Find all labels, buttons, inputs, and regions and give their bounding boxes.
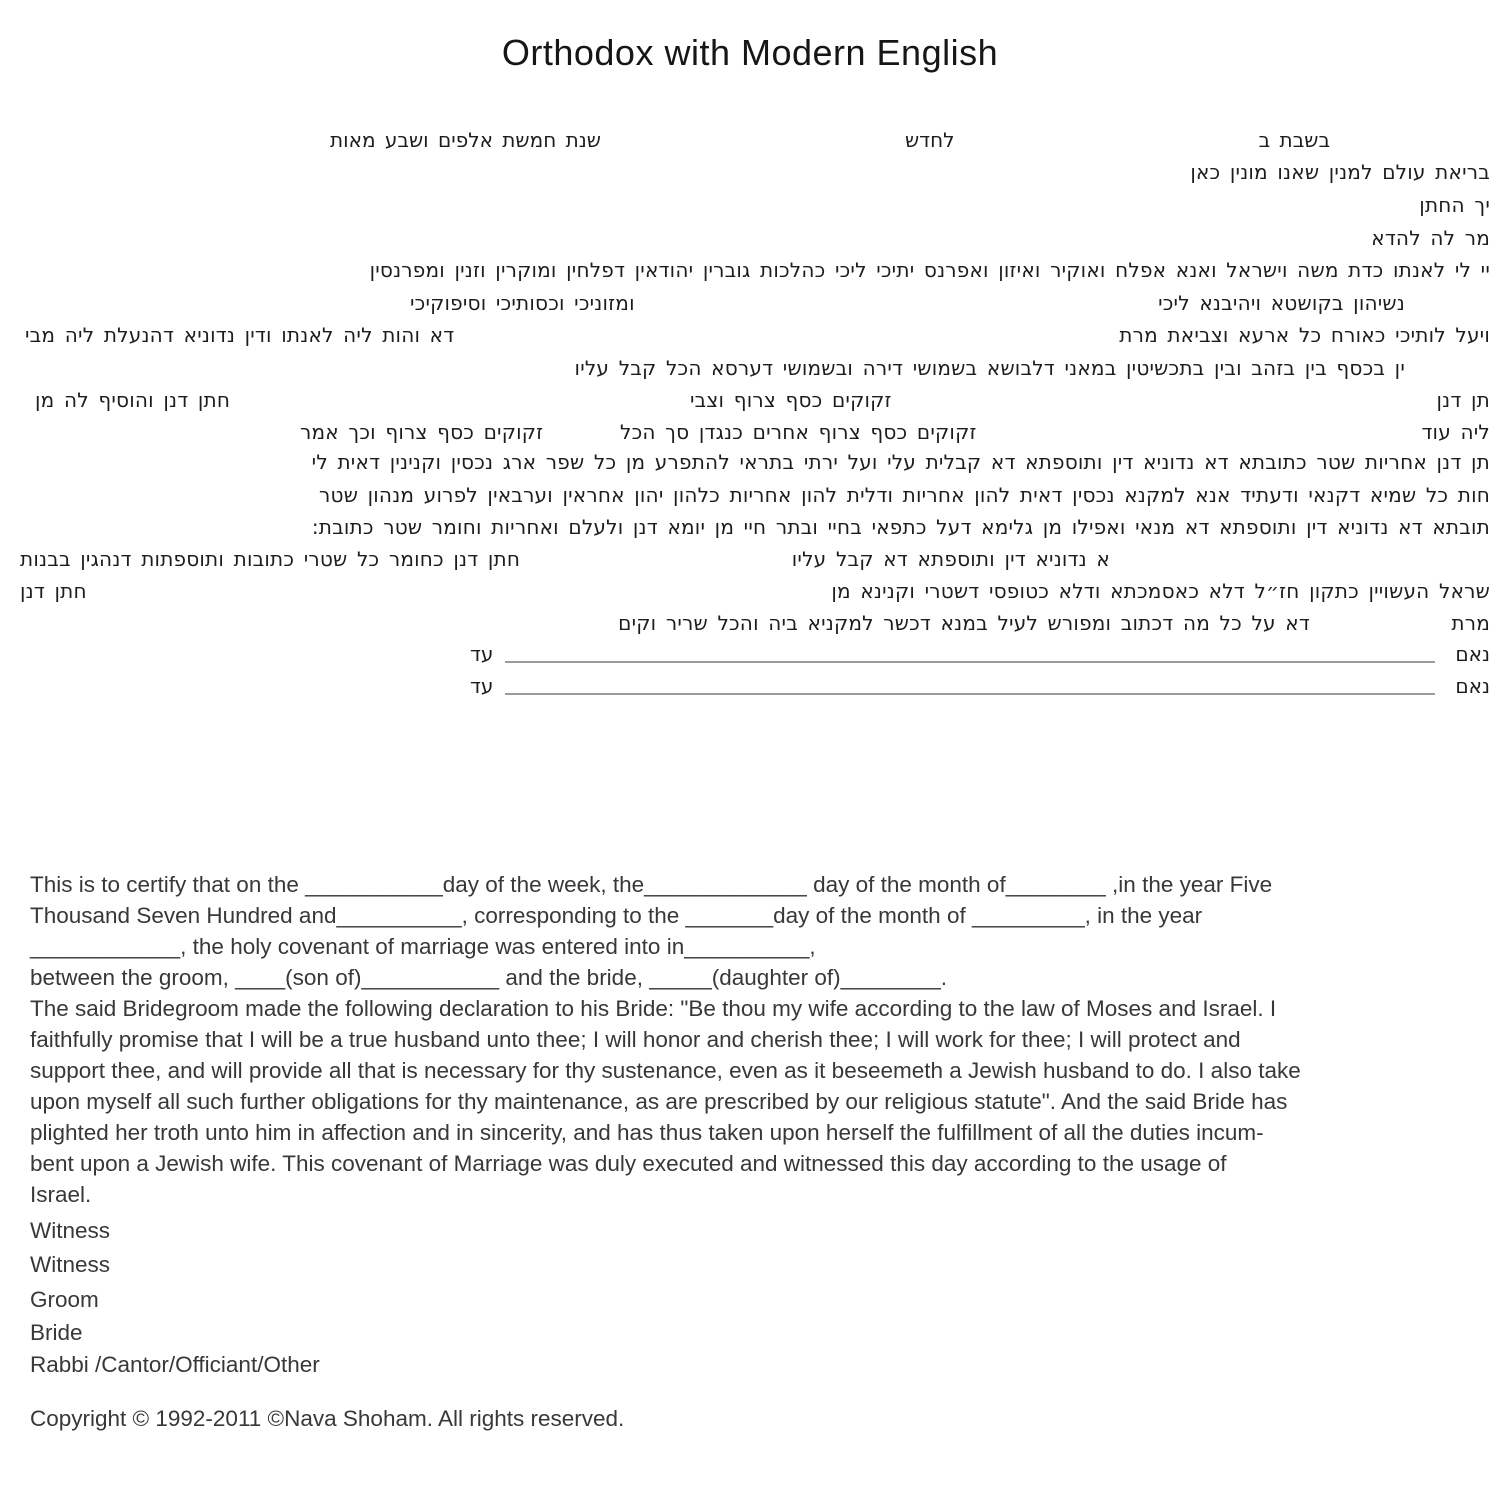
- hebrew-text-segment: א נדוניא דין ותוספתא דא קבל עליו: [791, 547, 1110, 571]
- hebrew-text-segment: דא על כל מה דכתוב ומפורש לעיל במנא דכשר למקניא ביה והכל שריר וקים: [618, 611, 1310, 635]
- hebrew-text-segment: מרת: [1451, 611, 1490, 635]
- signature-label-groom: Groom: [30, 1287, 99, 1312]
- hebrew-witness-signature-line: [505, 693, 1435, 695]
- english-certification-line: plighted her troth unto him in affection and in sincerity, and has thus taken upon herself the fulfillment of all the duties incum-: [30, 1120, 1264, 1145]
- english-certification-line: ____________, the holy covenant of marriage was entered into in__________,: [30, 934, 816, 959]
- english-certification-line: faithfully promise that I will be a true husband unto thee; I will honor and cherish thee; I will work for thee; I will protect and: [30, 1027, 1241, 1052]
- hebrew-text-segment: חתן דנן: [20, 579, 87, 603]
- hebrew-text-segment: חתן דנן והוסיף לה מן: [35, 388, 231, 412]
- hebrew-text-segment: יך החתן: [1419, 193, 1490, 217]
- hebrew-text-segment: נשיהון בקושטא ויהיבנא ליכי: [1158, 291, 1405, 315]
- english-certification-line: upon myself all such further obligations for thy maintenance, as are prescribed by our religious statute". And the said Bride has: [30, 1089, 1288, 1114]
- hebrew-text-segment: תן דנן אחריות שטר כתובתא דא נדוניא דין ותוספתא דא קבלית עלי ועל ירתי בתראי להתפרע מן כל שפר ארג נכסין וקנינין דאית לי: [311, 450, 1490, 474]
- signature-label-bride: Bride: [30, 1320, 83, 1345]
- hebrew-text-segment: זקוקים כסף צרוף וכך אמר: [300, 420, 544, 444]
- hebrew-text-segment: ומזוניכי וכסותיכי וסיפוקיכי: [410, 291, 635, 315]
- hebrew-witness-signature-line: [505, 661, 1435, 663]
- hebrew-text-segment: ין בכסף בין בזהב ובין בתכשיטין במאני דלבושא בשמושי דירה ובשמושי דערסא הכל קבל עליו: [574, 356, 1405, 380]
- hebrew-text-segment: דא והות ליה לאנתו ודין נדוניא דהנעלת ליה מבי: [25, 323, 455, 347]
- hebrew-date-shabbat: בשבת ב: [1258, 128, 1330, 152]
- english-certification-line: support thee, and will provide all that is necessary for thy sustenance, even as it beseemeth a Jewish husband to do. I also take: [30, 1058, 1301, 1083]
- hebrew-text-segment: תובתא דא נדוניא דין ותוספתא דא מנאי ואפילו מן גלימא דעל כתפאי בחיי ובתר חיי מן יומא דנן ולעלם ואחריות וחומר שטר כתובת:: [311, 515, 1490, 539]
- hebrew-text-segment: תן דנן: [1436, 388, 1490, 412]
- signature-label-witness-2: Witness: [30, 1252, 111, 1277]
- document-title: Orthodox with Modern English: [501, 32, 999, 73]
- english-certification-line: bent upon a Jewish wife. This covenant of Marriage was duly executed and witnessed this day according to the usage of: [30, 1151, 1227, 1176]
- signature-label-witness-1: Witness: [30, 1218, 111, 1243]
- hebrew-text-segment: זקוקים כסף צרוף אחרים כנגדן סך הכל: [620, 420, 977, 444]
- hebrew-text-segment: ויעל לותיכי כאורח כל ארעא וצביאת מרת: [1119, 323, 1490, 347]
- hebrew-witness-label: עד: [470, 674, 494, 698]
- hebrew-text-segment: שראל העשויין כתקון חז״ל דלא כאסמכתא ודלא כטופסי דשטרי וקנינא מן: [831, 579, 1490, 603]
- english-certification-line: between the groom, ____(son of)___________ and the bride, _____(daughter of)________.: [30, 965, 947, 990]
- english-certification-line: Israel.: [30, 1182, 92, 1207]
- hebrew-text-segment: חתן דנן כחומר כל שטרי כתובות ותוספתות דנהגין בבנות: [20, 547, 521, 571]
- hebrew-witness-label: עד: [470, 642, 494, 666]
- hebrew-witness-declaration-label: נאם: [1455, 642, 1490, 666]
- hebrew-date-year: שנת חמשת אלפים ושבע מאות: [330, 128, 601, 152]
- hebrew-date-month: לחדש: [905, 128, 955, 152]
- hebrew-text-segment: מר לה להדא: [1371, 226, 1490, 250]
- hebrew-text-segment: זקוקים כסף צרוף וצבי: [690, 388, 892, 412]
- signature-label-officiant: Rabbi /Cantor/Officiant/Other: [30, 1352, 320, 1377]
- english-certification-line: Thousand Seven Hundred and__________, corresponding to the _______day of the month of _________, in the year: [30, 903, 1203, 928]
- english-certification-line: The said Bridegroom made the following declaration to his Bride: "Be thou my wife according to the law of Moses and Israel. I: [30, 996, 1277, 1021]
- hebrew-witness-declaration-label: נאם: [1455, 674, 1490, 698]
- hebrew-text-segment: בריאת עולם למנין שאנו מונין כאן: [1190, 160, 1490, 184]
- hebrew-text-segment: ליה עוד: [1421, 420, 1490, 444]
- english-certification-line: This is to certify that on the ___________day of the week, the_____________ day of the month of________ ,in the year Five: [30, 872, 1273, 897]
- copyright-notice: Copyright © 1992-2011 ©Nava Shoham. All rights reserved.: [30, 1406, 625, 1431]
- hebrew-text-segment: יי לי לאנתו כדת משה וישראל ואנא אפלח ואוקיר ואיזון ואפרנס יתיכי ליכי כהלכות גוברין יהודאין דפלחין ומוקרין וזנין ומפרנסין: [369, 258, 1490, 282]
- hebrew-text-segment: חות כל שמיא דקנאי ודעתיד אנא למקנא נכסין דאית להון אחריות ודלית להון אחריות כלהון יהון אחראין וערבאין לפרוע מנהון שטר: [319, 483, 1490, 507]
